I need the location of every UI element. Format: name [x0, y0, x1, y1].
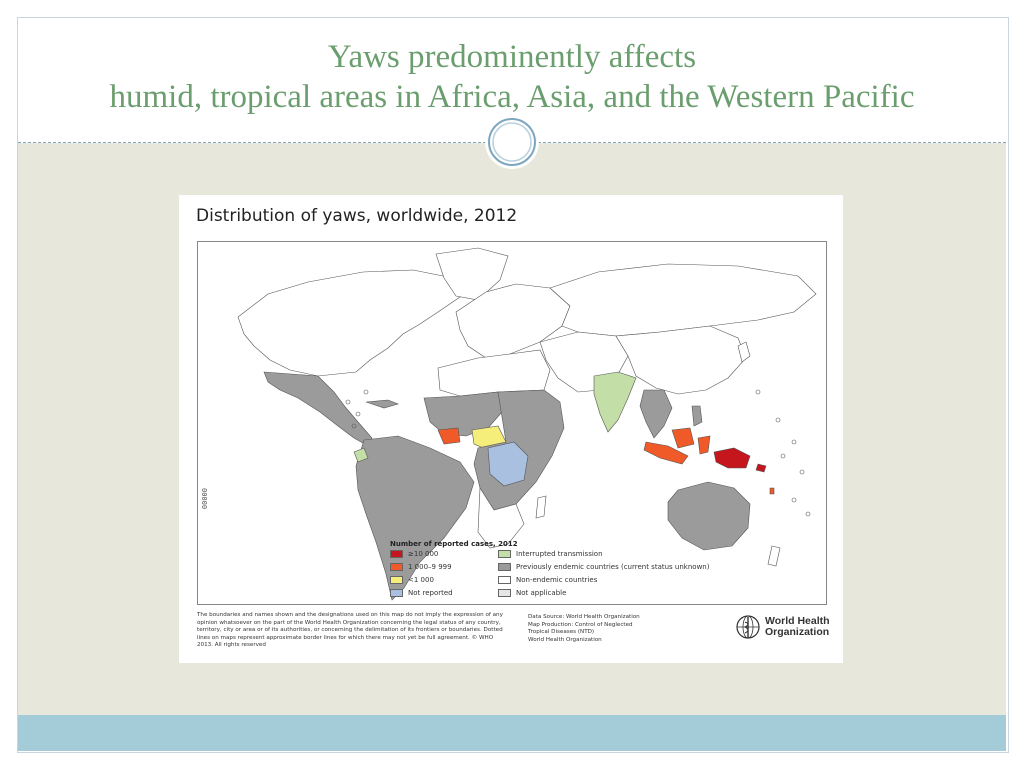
vanuatu-region — [770, 488, 774, 494]
source-line-2: Map Production: Control of Neglected — [528, 621, 633, 628]
solomon-islands-region — [756, 464, 766, 472]
legend-title: Number of reported cases, 2012 — [390, 540, 518, 548]
who-logo — [735, 612, 845, 642]
legend-label-3: <1 000 — [408, 576, 434, 584]
who-logo-text — [765, 616, 830, 638]
east-asia-region — [616, 326, 746, 394]
legend-label-5: Interrupted transmission — [516, 550, 603, 558]
legend-item-4 — [390, 589, 453, 597]
papua-new-guinea-region — [714, 448, 750, 468]
legend-label-2: 1 000–9 999 — [408, 563, 452, 571]
legend-swatch-3 — [390, 576, 403, 584]
legend-swatch-4 — [390, 589, 403, 597]
map-title: Distribution of yaws, worldwide, 2012 — [196, 206, 518, 226]
source-line-1: Data Source: World Health Organization — [528, 614, 640, 620]
legend-swatch-1 — [390, 550, 403, 558]
legend-item-7 — [498, 576, 597, 584]
ghana-region — [438, 428, 460, 444]
source-line-4: World Health Organization — [528, 636, 602, 643]
legend-item-5 — [498, 550, 603, 558]
who-line-1: World Health — [765, 615, 830, 627]
legend-label-7: Non-endemic countries — [516, 576, 598, 584]
legend-swatch-8 — [498, 589, 511, 597]
map-code: 00000 — [200, 488, 208, 510]
source-line-3: Tropical Diseases (NTD) — [528, 629, 595, 636]
madagascar-region — [536, 496, 546, 518]
legend-item-8 — [498, 589, 566, 597]
map-source — [528, 614, 663, 644]
borneo-region — [672, 428, 694, 448]
legend-swatch-2 — [390, 563, 403, 571]
circle-ornament-icon — [484, 114, 540, 170]
india-region — [594, 372, 636, 432]
mexico-central-america-region — [264, 372, 372, 446]
legend-label-8: Not applicable — [516, 589, 567, 597]
north-america-region — [238, 270, 460, 376]
legend-item-3 — [390, 576, 434, 584]
sulawesi-region — [698, 436, 710, 454]
legend-swatch-5 — [498, 550, 511, 558]
legend-swatch-6 — [498, 563, 511, 571]
footer-bar — [18, 715, 1006, 751]
caribbean-region — [366, 400, 398, 408]
russia-region — [550, 264, 816, 336]
north-africa-region — [438, 350, 550, 396]
legend-item-2 — [390, 563, 452, 571]
australia-region — [668, 482, 750, 550]
slide-title-line-1: Yaws predominently affects — [327, 39, 697, 75]
new-zealand-region — [768, 546, 780, 566]
who-line-2: Organization — [765, 626, 830, 638]
who-emblem-icon — [735, 614, 761, 640]
legend-swatch-7 — [498, 576, 511, 584]
southeast-asia-region — [640, 390, 672, 438]
legend-item-6 — [498, 563, 709, 571]
slide-title-line-2: humid, tropical areas in Africa, Asia, and the Western Pacific — [109, 79, 915, 115]
legend-label-6: Previously endemic countries (current status unknown) — [516, 563, 710, 571]
legend-item-1 — [390, 550, 438, 558]
philippines-region — [692, 406, 702, 426]
map-disclaimer: The boundaries and names shown and the designations used on this map do not imply the expression of any opinion whatsoever on the part of the World Health Organization concerning the legal status of any country, territory, city or area or of its authorities, or concerning the delimitation of its frontiers or boundaries. Dotted lines on maps represent approximate border lines for which there may not yet be full agreement. © WHO 2013. All rights reserved — [197, 612, 503, 649]
legend-label-1: ≥10 000 — [408, 550, 439, 558]
legend-label-4: Not reported — [408, 589, 453, 597]
